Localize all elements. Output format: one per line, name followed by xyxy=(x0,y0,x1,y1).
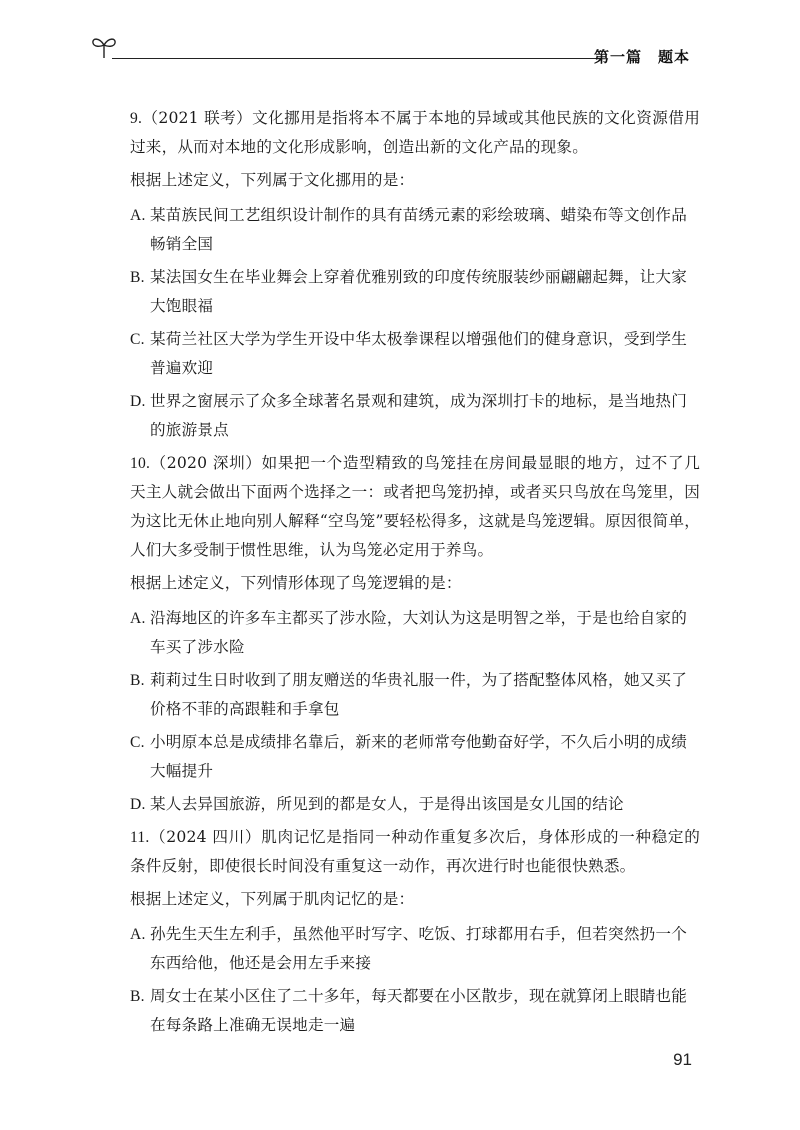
question-10 xyxy=(130,449,700,819)
option-c xyxy=(130,728,700,786)
question-stem xyxy=(130,449,700,565)
question-text: 如果把一个造型精致的鸟笼挂在房间最显眼的地方，过不了几天主人就会做出下面两个选择之一：或者把鸟笼扔掉，或者买只鸟放在鸟笼里，因为这比无休止地向别人解释“空鸟笼”要轻松得多，这就是鸟笼逻辑。原因很简单，人们大多受制于惯性思维，认为鸟笼必定用于养鸟。 xyxy=(130,454,700,559)
question-text: 肌肉记忆是指同一种动作重复多次后，身体形成的一种稳定的条件反射，即使很长时间没有重复这一动作，再次进行时也能很快熟悉。 xyxy=(130,828,700,875)
option-letter: B. xyxy=(130,988,145,1005)
sprout-icon xyxy=(90,34,118,60)
option-text: 小明原本总是成绩排名靠后，新来的老师常夸他勤奋好学，不久后小明的成绩大幅提升 xyxy=(150,733,687,780)
option-a xyxy=(130,604,700,662)
question-text: 文化挪用是指将本不属于本地的异域或其他民族的文化资源借用过来，从而对本地的文化形成影响，创造出新的文化产品的现象。 xyxy=(130,109,700,156)
option-letter: C. xyxy=(130,734,145,751)
option-c xyxy=(130,325,700,383)
question-stem xyxy=(130,823,700,881)
option-letter: A. xyxy=(130,207,146,224)
option-text: 某法国女生在毕业舞会上穿着优雅别致的印度传统服装纱丽翩翩起舞，让大家大饱眼福 xyxy=(150,268,687,315)
option-text: 世界之窗展示了众多全球著名景观和建筑，成为深圳打卡的地标，是当地热门的旅游景点 xyxy=(150,392,687,439)
option-a xyxy=(130,201,700,259)
option-b xyxy=(130,263,700,321)
question-content xyxy=(130,104,700,1044)
question-source: （2020 深圳） xyxy=(150,454,262,472)
option-text: 沿海地区的许多车主都买了涉水险，大刘认为这是明智之举，于是也给自家的车买了涉水险 xyxy=(150,609,687,656)
option-d xyxy=(130,790,700,819)
section-label: 第一篇 题本 xyxy=(593,48,690,66)
option-text: 某荷兰社区大学为学生开设中华太极拳课程以增强他们的健身意识，受到学生普遍欢迎 xyxy=(150,330,687,377)
option-text: 周女士在某小区住了二十多年，每天都要在小区散步，现在就算闭上眼睛也能在每条路上准确无误地走一遍 xyxy=(150,987,687,1034)
option-a xyxy=(130,920,700,978)
page-number: 91 xyxy=(673,1050,692,1069)
question-source: （2021 联考） xyxy=(142,109,253,127)
question-lead: 根据上述定义，下列情形体现了鸟笼逻辑的是： xyxy=(130,574,462,592)
question-number: 11. xyxy=(130,829,150,846)
option-letter: D. xyxy=(130,393,146,410)
option-letter: C. xyxy=(130,331,145,348)
option-letter: B. xyxy=(130,269,145,286)
question-lead: 根据上述定义，下列属于文化挪用的是： xyxy=(130,171,415,189)
option-text: 某人去异国旅游，所见到的都是女人，于是得出该国是女儿国的结论 xyxy=(150,795,624,813)
option-letter: D. xyxy=(130,796,146,813)
option-text: 孙先生天生左利手，虽然他平时写字、吃饭、打球都用右手，但若突然扔一个东西给他，他还是会用左手来接 xyxy=(150,925,687,972)
question-stem xyxy=(130,104,700,162)
page-header xyxy=(90,30,690,70)
option-d xyxy=(130,387,700,445)
header-rule xyxy=(112,58,602,59)
question-number: 9. xyxy=(130,110,143,127)
question-11 xyxy=(130,823,700,1040)
option-text: 某苗族民间工艺组织设计制作的具有苗绣元素的彩绘玻璃、蜡染布等文创作品畅销全国 xyxy=(150,206,687,253)
option-letter: A. xyxy=(130,926,146,943)
question-number: 10. xyxy=(130,455,151,472)
option-b xyxy=(130,982,700,1040)
option-letter: A. xyxy=(130,610,146,627)
question-source: （2024 四川） xyxy=(149,828,262,846)
option-letter: B. xyxy=(130,672,145,689)
question-lead: 根据上述定义，下列属于肌肉记忆的是： xyxy=(130,890,415,908)
option-b xyxy=(130,666,700,724)
question-9 xyxy=(130,104,700,445)
option-text: 莉莉过生日时收到了朋友赠送的华贵礼服一件，为了搭配整体风格，她又买了价格不菲的高跟鞋和手拿包 xyxy=(150,671,687,718)
